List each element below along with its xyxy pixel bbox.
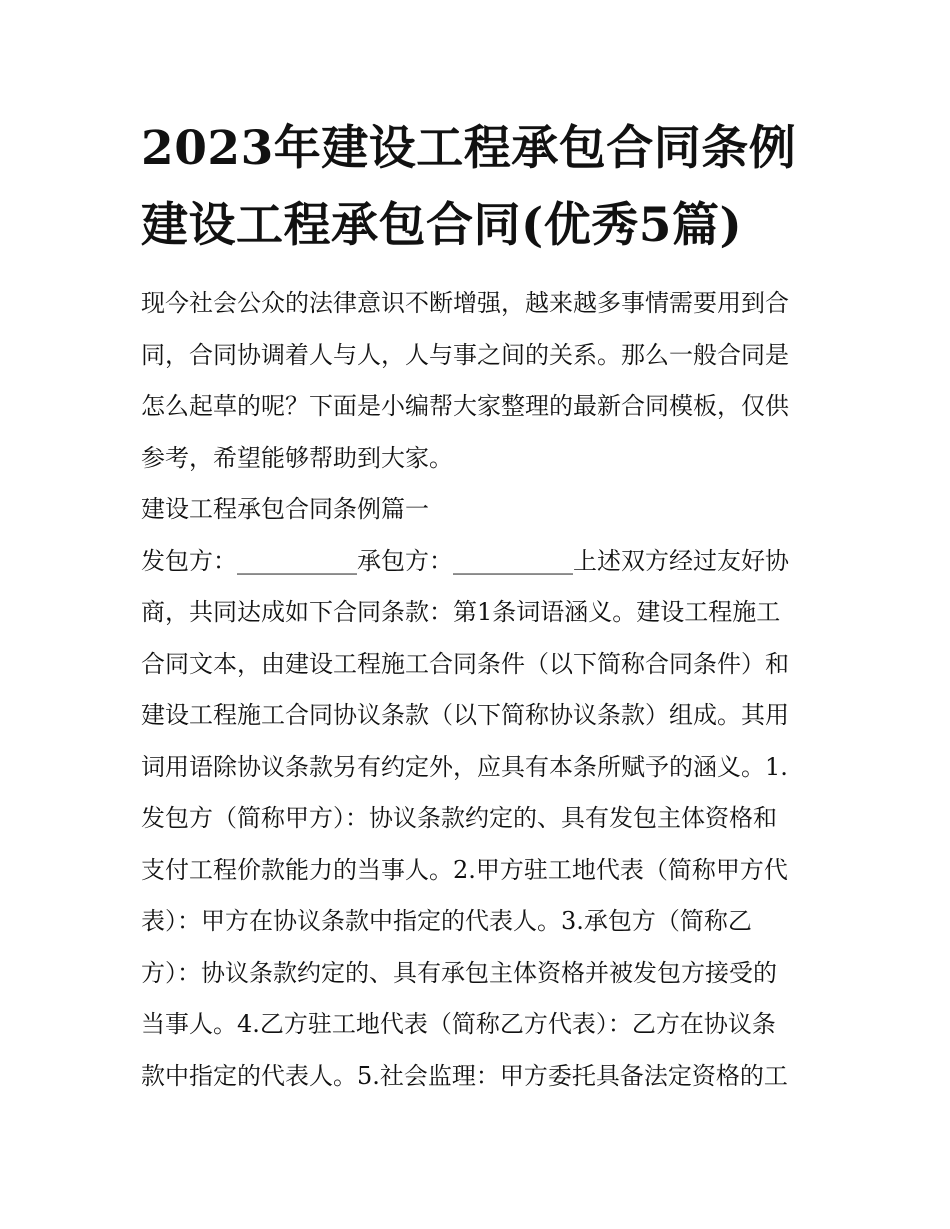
contract-body-paragraph (141, 536, 813, 1103)
body-line: 合同文本，由建设工程施工合同条件（以下简称合同条件）和 (141, 649, 789, 678)
document-title (141, 110, 813, 264)
title-line-1: 2023年建设工程承包合同条例 (141, 121, 797, 176)
section-heading (141, 484, 813, 536)
body-line: 表）：甲方在协议条款中指定的代表人。3.承包方（简称乙 (141, 907, 752, 935)
body-line: 支付工程价款能力的当事人。2.甲方驻工地代表（简称甲方代 (141, 855, 788, 884)
intro-line: 参考，希望能够帮助到大家。 (141, 443, 453, 472)
body-line: 当事人。4.乙方驻工地代表（简称乙方代表）：乙方在协议条 (141, 1010, 776, 1038)
intro-line: 同，合同协调着人与人，人与事之间的关系。那么一般合同是 (141, 340, 789, 369)
intro-line: 现今社会公众的法律意识不断增强，越来越多事情需要用到合 (141, 289, 789, 317)
body-line: 词用语除协议条款另有约定外，应具有本条所赋予的涵义。1. (141, 752, 788, 781)
body-line: 建设工程施工合同协议条款（以下简称协议条款）组成。其用 (141, 701, 789, 729)
body-line: 商，共同达成如下合同条款：第1条词语涵义。建设工程施工 (141, 598, 781, 626)
body-line: 发包方（简称甲方）：协议条款约定的、具有发包主体资格和 (141, 804, 777, 832)
document-page (141, 110, 813, 1102)
body-line: 款中指定的代表人。5.社会监理：甲方委托具备法定资格的工 (141, 1061, 788, 1090)
body-line: 发包方：__________承包方：__________上述双方经过友好协 (141, 546, 789, 575)
intro-line: 怎么起草的呢？下面是小编帮大家整理的最新合同模板，仅供 (141, 392, 789, 420)
body-line: 方）：协议条款约定的、具有承包主体资格并被发包方接受的 (141, 958, 777, 987)
intro-paragraph (141, 278, 813, 484)
section-heading-text: 建设工程承包合同条例篇一 (141, 495, 429, 523)
title-line-2: 建设工程承包合同(优秀5篇) (141, 198, 743, 253)
